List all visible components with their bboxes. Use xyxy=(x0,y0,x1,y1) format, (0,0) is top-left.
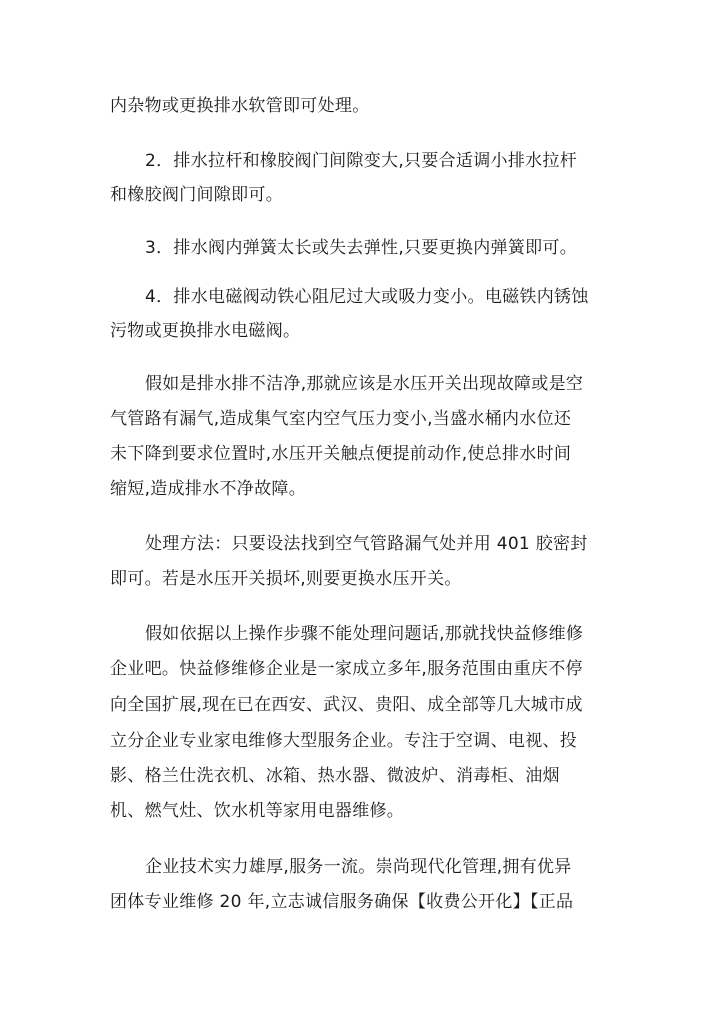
paragraph-6-line-1: 处理方法：只要设法找到空气管路漏气处并用 401 胶密封 xyxy=(145,534,588,554)
paragraph-5-line-2: 气管路有漏气,造成集气室内空气压力变小,当盛水桶内水位还 xyxy=(110,409,572,429)
paragraph-6-line-2: 即可。若是水压开关损坏,则要更换水压开关。 xyxy=(110,569,462,589)
paragraph-5-line-3: 未下降到要求位置时,水压开关触点便提前动作,使总排水时间 xyxy=(110,444,572,464)
paragraph-2-line-2: 和橡胶阀门间隙即可。 xyxy=(110,185,283,205)
paragraph-7-line-4: 立分企业专业家电维修大型服务企业。专注于空调、电视、投 xyxy=(110,731,578,751)
paragraph-7-line-1: 假如依据以上操作步骤不能处理问题话,那就找快益修维修 xyxy=(145,624,584,644)
paragraph-4-line-1: 4．排水电磁阀动铁心阻尼过大或吸力变小。电磁铁内锈蚀 xyxy=(145,287,589,307)
paragraph-8-line-1: 企业技术实力雄厚,服务一流。崇尚现代化管理,拥有优异 xyxy=(145,857,572,877)
paragraph-7-line-3: 向全国扩展,现在已在西安、武汉、贵阳、成全部等几大城市成 xyxy=(110,695,583,715)
paragraph-7-line-6: 机、燃气灶、饮水机等家用电器维修。 xyxy=(110,801,405,821)
paragraph-3-line-1: 3．排水阀内弹簧太长或失去弹性,只要更换内弹簧即可。 xyxy=(145,238,578,258)
paragraph-7-line-2: 企业吧。快益修维修企业是一家成立多年,服务范围由重庆不停 xyxy=(110,659,583,679)
paragraph-5-line-4: 缩短,造成排水不净故障。 xyxy=(110,479,307,499)
paragraph-1-line-1: 内杂物或更换排水软管即可处理。 xyxy=(110,96,370,116)
paragraph-2-line-1: 2．排水拉杆和橡胶阀门间隙变大,只要合适调小排水拉杆 xyxy=(145,151,578,171)
paragraph-4-line-2: 污物或更换排水电磁阀。 xyxy=(110,321,301,341)
paragraph-5-line-1: 假如是排水排不洁净,那就应该是水压开关出现故障或是空 xyxy=(145,374,584,394)
paragraph-8-line-2: 团体专业维修 20 年,立志诚信服务确保【收费公开化】【正品 xyxy=(110,892,574,912)
paragraph-7-line-5: 影、格兰仕洗衣机、冰箱、热水器、微波炉、消毒柜、油烟 xyxy=(110,766,560,786)
